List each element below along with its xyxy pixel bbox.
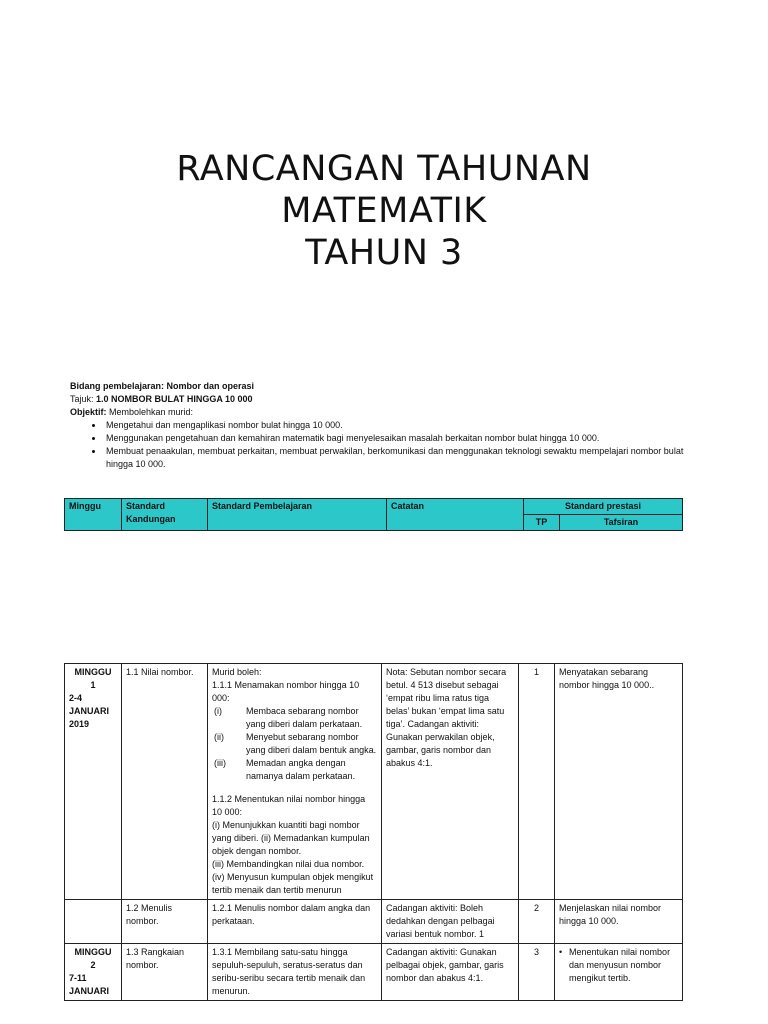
tafsiran-bullet: • Menentukan nilai nombor dan menyusun nombor mengikut tertib. <box>559 947 671 983</box>
objective-item: • Mengetahui dan mengaplikasi nombor bulat hingga 10 000. <box>104 419 690 432</box>
standard-kandungan-cell: 1.1 Nilai nombor. <box>122 664 208 900</box>
tp-cell: 3 <box>519 944 555 1001</box>
standard-kandungan-cell: 1.3 Rangkaian nombor. <box>122 944 208 1001</box>
tafsiran-cell: Menyatakan sebarang nombor hingga 10 000.. <box>555 664 683 900</box>
tafsiran-cell <box>555 944 683 1001</box>
sub-item: (i) Membaca sebarang nombor yang diberi dalam perkataan. <box>214 706 363 729</box>
tajuk: Tajuk: 1.0 NOMBOR BULAT HINGGA 10 000 <box>70 394 253 404</box>
header-standard-pembelajaran: Standard Pembelajaran <box>208 499 387 531</box>
header-minggu: Minggu <box>65 499 122 531</box>
table-row <box>65 900 683 944</box>
header-standard-kandungan: Standard Kandungan <box>122 499 208 531</box>
tafsiran-cell: Menjelaskan nilai nombor hingga 10 000. <box>555 900 683 944</box>
minggu-cell <box>65 900 122 944</box>
bullet-icon: • <box>559 947 563 957</box>
title-line-3: TAHUN 3 <box>305 233 463 273</box>
table-row <box>65 944 683 1001</box>
objective-list <box>70 419 690 471</box>
title-line-2: MATEMATIK <box>281 191 487 231</box>
objective-item: • Menggunakan pengetahuan dan kemahiran matematik bagi menyelesaikan masalah berkaitan nombor bulat hingga 10 000. <box>104 432 690 445</box>
sub-item: (ii) Menyebut sebarang nombor yang diberi dalam bentuk angka. <box>214 732 377 755</box>
catatan-cell: Cadangan aktiviti: Boleh dedahkan dengan pelbagai variasi bentuk nombor. 1 <box>382 900 519 944</box>
table-row <box>65 664 683 900</box>
minggu-cell: MINGGU 1 2-4 JANUARI 2019 <box>65 664 122 900</box>
catatan-cell: Cadangan aktiviti: Gunakan pelbagai objek, gambar, garis nombor dan abakus 4:1. <box>382 944 519 1001</box>
standard-pembelajaran-cell: 1.2.1 Menulis nombor dalam angka dan perkataan. <box>208 900 382 944</box>
standard-pembelajaran-cell: 1.3.1 Membilang satu-satu hingga sepuluh-sepuluh, seratus-seratus dan seribu-seribu secara tertib menaik dan menurun. <box>208 944 382 1001</box>
standard-kandungan-cell: 1.2 Menulis nombor. <box>122 900 208 944</box>
header-tafsiran: Tafsiran <box>560 515 683 531</box>
catatan-cell: Nota: Sebutan nombor secara betul. 4 513 disebut sebagai ‘empat ribu lima ratus tiga belas’ bukan ‘empat lima satu tiga’. Cadangan aktiviti: Gunakan perwakilan objek, gambar, garis nombor dan abakus 4:1. <box>382 664 519 900</box>
minggu-cell: MINGGU 2 7-11 JANUARI <box>65 944 122 1001</box>
sub-item: (iii) Memadan angka dengan namanya dalam perkataan. <box>214 758 356 781</box>
header-standard-prestasi: Standard prestasi <box>524 499 683 515</box>
content-table <box>64 663 683 1001</box>
objektif: Objektif: Membolehkan murid: <box>70 407 194 417</box>
objective-item: • Membuat penaakulan, membuat perkaitan, membuat perwakilan, berkomunikasi dan menggunakan teknologi sewaktu mempelajari nombor bulat hingga 10 000. <box>104 445 690 471</box>
header-table <box>64 498 683 531</box>
document-title <box>0 148 768 274</box>
tp-cell: 2 <box>519 900 555 944</box>
standard-pembelajaran-cell: Murid boleh: 1.1.1 Menamakan nombor hingga 10 000: (i) Membaca sebarang nombor yang diberi dalam perkataan. (ii) Menyebut sebarang nombor yang diberi dalam bentuk angka. (iii) Memadan angka dengan namanya dalam perkataan. 1.1.2 Menentukan nilai nombor hingga 10 000: (i) Menunjukkan kuantiti bagi nombor yang diberi. (ii) Memadankan kumpulan objek dengan nombor. (iii) Membandingkan nilai dua nombor. (iv) Menyusun kumpulan objek mengikut tertib menaik dan tertib menurun <box>208 664 382 900</box>
header-catatan: Catatan <box>387 499 524 531</box>
title-line-1: RANCANGAN TAHUNAN <box>176 149 592 189</box>
topic-info <box>70 380 690 471</box>
bidang-pembelajaran: Bidang pembelajaran: Nombor dan operasi <box>70 381 255 391</box>
header-tp: TP <box>524 515 560 531</box>
tp-cell: 1 <box>519 664 555 900</box>
